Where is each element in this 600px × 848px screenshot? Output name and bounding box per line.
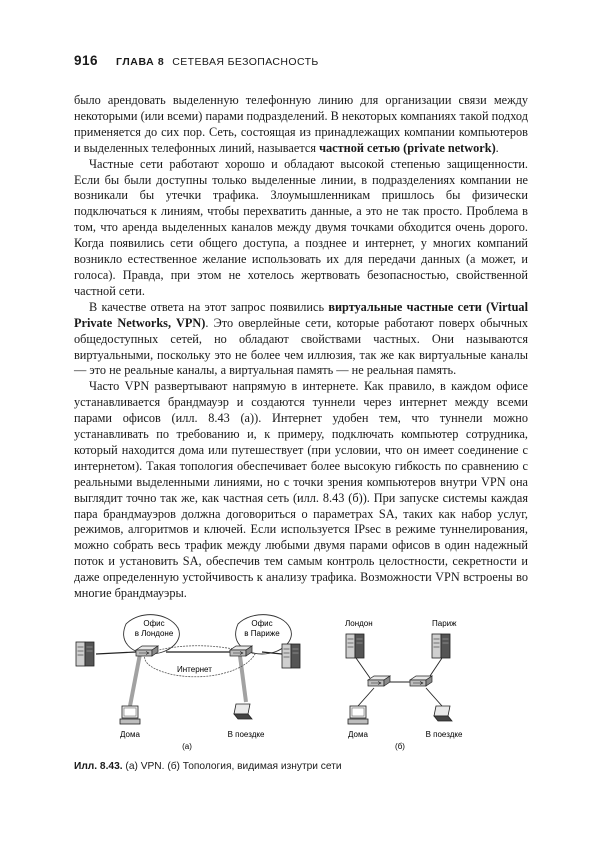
server-paris-b-icon — [432, 634, 450, 658]
running-header — [74, 53, 534, 71]
router-paris-icon — [230, 646, 252, 656]
label-travel-a: В поездке — [227, 730, 265, 739]
chapter-label: ГЛАВА 8 — [116, 56, 165, 68]
router-b1-icon — [368, 676, 390, 686]
diagram-a — [76, 615, 300, 751]
label-office-paris-2: в Париже — [244, 629, 280, 638]
server-london-b-icon — [346, 634, 364, 658]
home-computer-b-icon — [348, 706, 368, 724]
home-computer-icon — [120, 706, 140, 724]
label-office-london-1: Офис — [143, 619, 165, 628]
vpn-diagram — [70, 612, 540, 757]
paragraph: В качестве ответа на этот запрос появились виртуальные частные сети (Virtual Private Networks, VPN). Это оверлейные сети, которые работают поверх обычных общедоступных сетей, но обладают свойствами частных. Они называются виртуальными, поскольку это не более чем иллюзия, так же как виртуальные каналы — это не реальные каналы, а виртуальная память — не реальная память. — [74, 299, 528, 378]
laptop-icon — [234, 704, 252, 719]
sublabel-a: (а) — [182, 742, 192, 751]
label-internet: Интернет — [177, 665, 212, 674]
caption-label: Илл. 8.43. — [74, 761, 123, 772]
paragraph: было арендовать выделенную телефонную линию для организации связи между некоторыми (или всеми) парами подразделений. В некоторых компаниях такой подход применяется до сих пор. Сеть, состоящая из принадлежащих компании компьютеров и выделенных телефонных линий, называется частной сетью (private network). — [74, 93, 528, 155]
label-office-paris-1: Офис — [251, 619, 273, 628]
page-number: 916 — [74, 53, 99, 68]
label-office-london-2: в Лондоне — [134, 629, 174, 638]
paragraph: Часто VPN развертывают напрямую в интернете. Как правило, в каждом офисе устанавливается брандмауэр и создаются туннели через интернет между всеми парами офисов (илл. 8.43 (а)). Интернет удобен тем, что туннели можно устанавливать по требованию и, к примеру, подключать компьютер сотрудника, который находится дома или путешествует (при условии, что он имеет соединение с интернетом). Такая топология обеспечивает более высокую гибкость по сравнению с реальными выделенными линиями, но с точки зрения компьютеров внутри VPN она выглядит точно так же, как частная сеть (илл. 8.43 (б)). При запуске системы каждая пара брандмауэров должна договориться о параметрах SA, таких как набор услуг, режимов, алгоритмов и ключей. Если используется IPsec в режиме туннелирования, можно собрать весь трафик между любыми двумя парами офисов в один надежный поток и установить SA, обеспечив тем самым контроль целостности, секретности и даже определенную устойчивость к анализу трафика. Возможности VPN встроены во многие брандмауэры. — [74, 379, 528, 601]
server-paris-icon — [282, 644, 300, 668]
term-private-network: частной сетью (private network) — [319, 140, 496, 155]
router-london-icon — [136, 646, 158, 656]
label-home-b: Дома — [348, 730, 368, 739]
paragraph: Частные сети работают хорошо и обладают высокой степенью защищенности. Если бы были доступны только выделенные линии, в подразделениях компании не возникали бы утечки трафика. Злоумышленникам пришлось бы физически подключаться к линиям, чтобы перехватить данные, а это не так просто. Проблема в том, что аренда выделенных каналов между двумя точками обходится очень дорого. Когда появились сети общего доступа, а позднее и интернет, у многих компаний возникло естественное желание использовать их для передачи данных (а может, и голоса). Правда, при этом не хотелось жертвовать безопасностью, свойственной частной сети. — [74, 156, 528, 298]
caption-text: (а) VPN. (б) Топология, видимая изнутри сети — [122, 761, 342, 772]
diagram-b — [345, 619, 463, 751]
label-london: Лондон — [345, 619, 373, 628]
figure-caption — [74, 761, 534, 772]
laptop-b-icon — [434, 706, 452, 721]
chapter-title: СЕТЕВАЯ БЕЗОПАСНОСТЬ — [172, 56, 319, 68]
sublabel-b: (б) — [395, 742, 405, 751]
label-paris: Париж — [432, 619, 457, 628]
label-travel-b: В поездке — [425, 730, 463, 739]
label-home-a: Дома — [120, 730, 140, 739]
body-text — [74, 93, 528, 602]
router-b2-icon — [410, 676, 432, 686]
server-london-icon — [76, 642, 94, 666]
term-vpn: виртуальные частные сети (Virtual Private Networks, VPN) — [74, 299, 528, 330]
figure-8-43 — [70, 612, 540, 757]
